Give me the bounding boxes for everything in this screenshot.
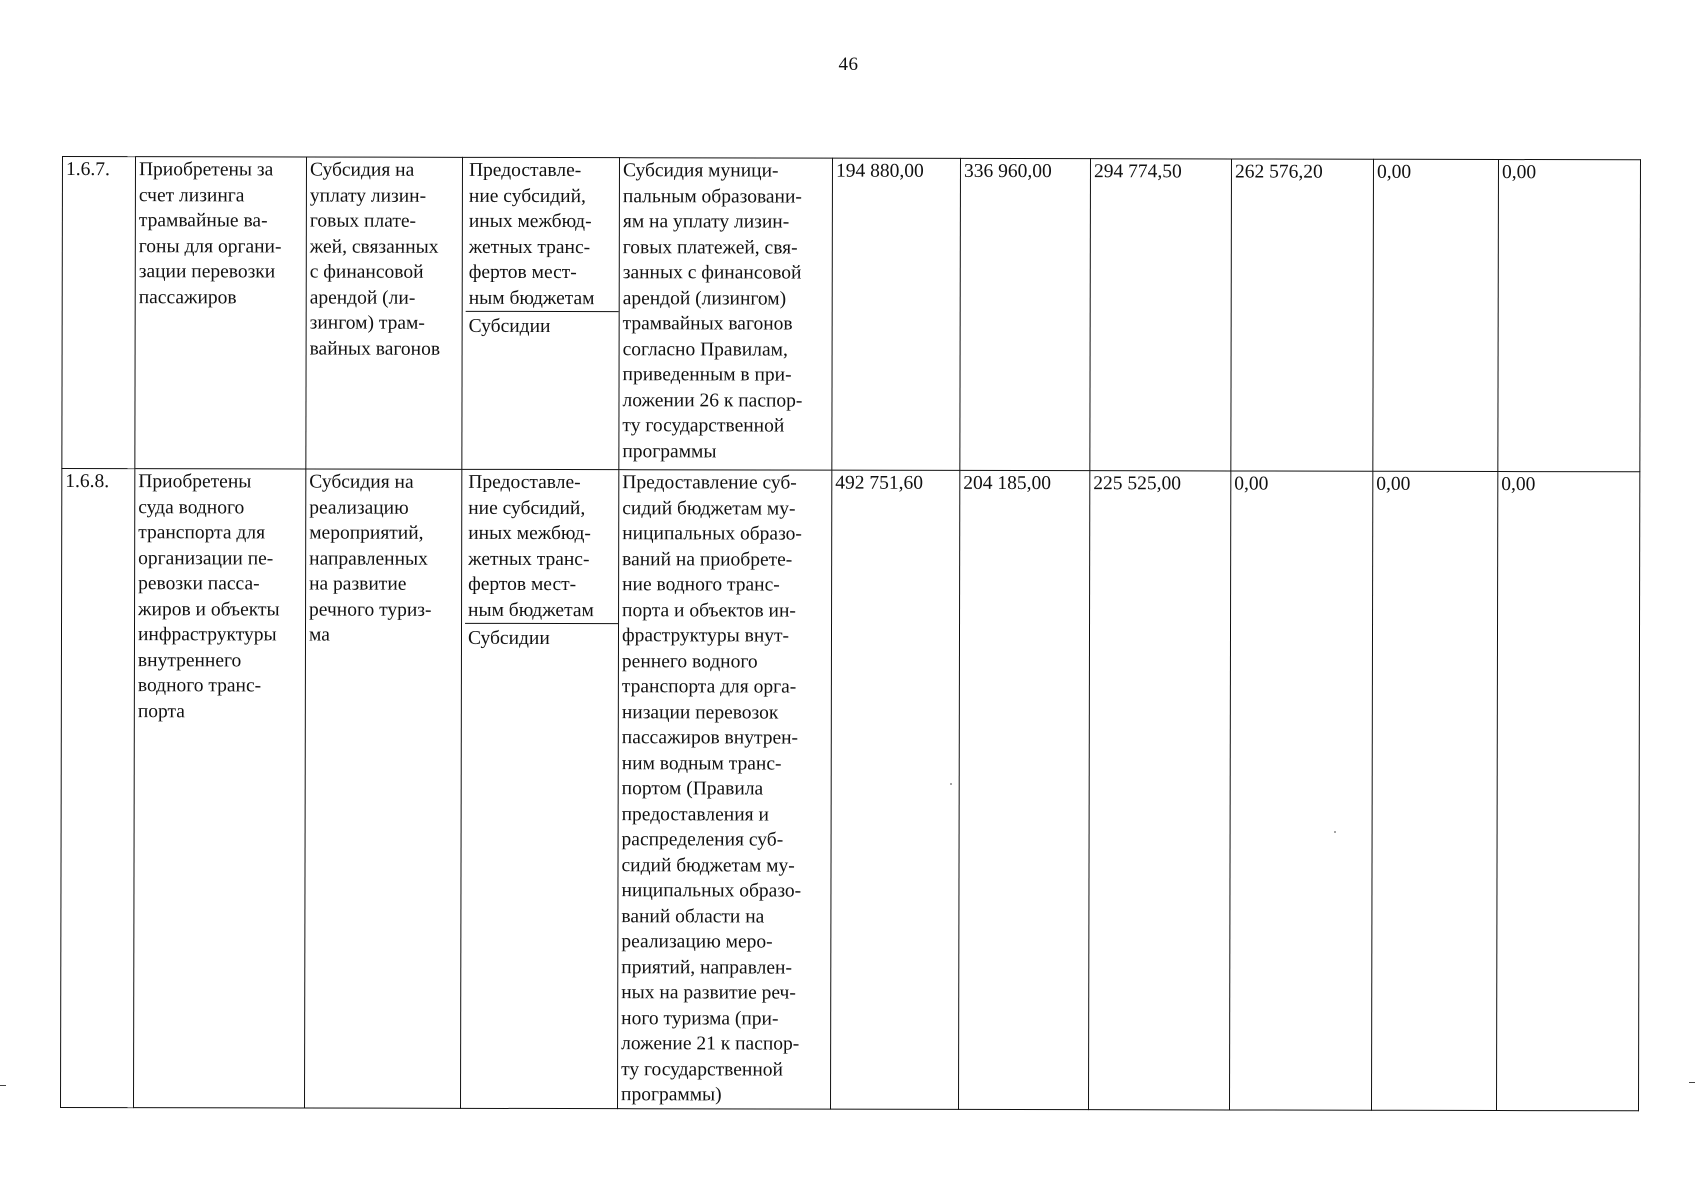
scan-speck	[950, 783, 952, 785]
scan-edge-mark	[0, 1085, 6, 1086]
subsidy-name-cell: Субсидия на уплату лизин- говых плате- жей, связанных с финансовой арендой (ли- зингом) трам- вайных вагонов	[306, 157, 463, 469]
page-number: 46	[838, 54, 859, 75]
mechanism-type: Предоставле- ние субсидий, иных межбюд- жетных транс- фертов мест- ным бюджетам	[466, 158, 619, 312]
value-cell: 194 880,00	[832, 158, 961, 470]
scan-edge-mark	[1689, 1082, 1695, 1083]
value-cell: 492 751,60	[831, 470, 960, 1109]
mechanism-type: Предоставле- ние субсидий, иных межбюд- жетных транс- фертов мест- ным бюджетам	[465, 470, 618, 624]
value-cell: 225 525,00	[1089, 471, 1231, 1110]
value-cell: 0,00	[1373, 159, 1499, 471]
result-cell: Приобретены суда водного транспорта для организации пе- ревозки пасса- жиров и объекты инфраструктуры внутреннего водного транс- порта	[134, 469, 306, 1108]
result-cell: Приобретены за счет лизинга трамвайные ва- гоны для органи- зации перевозки пассажиров	[135, 157, 307, 469]
value-cell: 0,00	[1497, 472, 1640, 1111]
value-cell: 0,00	[1230, 471, 1373, 1110]
table-row	[62, 157, 1641, 472]
scan-speck	[1334, 831, 1336, 833]
mechanism-cell	[461, 469, 619, 1108]
description-cell: Субсидия муници- пальным образовани- ям на уплату лизин- говых платежей, свя- занных с финансовой арендой (лизингом) трамвайных вагонов согласно Правилам, приведенным в при- ложении 26 к паспор- ту государственной программы	[619, 158, 833, 470]
mechanism-cell	[462, 157, 620, 469]
table-row	[61, 469, 1640, 1111]
mechanism-subtype: Субсидии	[467, 627, 550, 650]
row-code: 1.6.8.	[61, 469, 135, 1108]
value-cell: 0,00	[1372, 471, 1498, 1110]
mechanism-subtype: Субсидии	[468, 315, 551, 338]
value-cell: 262 576,20	[1231, 159, 1374, 471]
row-code: 1.6.7.	[62, 157, 136, 469]
value-cell: 0,00	[1498, 160, 1641, 472]
value-cell: 204 185,00	[959, 470, 1090, 1109]
description-cell: Предоставление суб- сидий бюджетам му- ниципальных образо- ваний на приобрете- ние водного транс- порта и объектов ин- фраструктуры внут- реннего водного транспорта для орга- низации перевозок пассажиров внутрен- ним водным транс- портом (Правила предоставления и распределения суб- сидий бюджетам му- ниципальных образо- ваний области на реализацию меро- приятий, направлен- ных на развитие реч- ного туризма (при- ложение 21 к паспор- ту государственной программы)	[618, 470, 832, 1109]
value-cell: 336 960,00	[960, 158, 1091, 470]
subsidy-name-cell: Субсидия на реализацию мероприятий, направленных на развитие речного туриз- ма	[305, 469, 462, 1108]
value-cell: 294 774,50	[1090, 159, 1232, 471]
budget-table	[60, 156, 1641, 1111]
